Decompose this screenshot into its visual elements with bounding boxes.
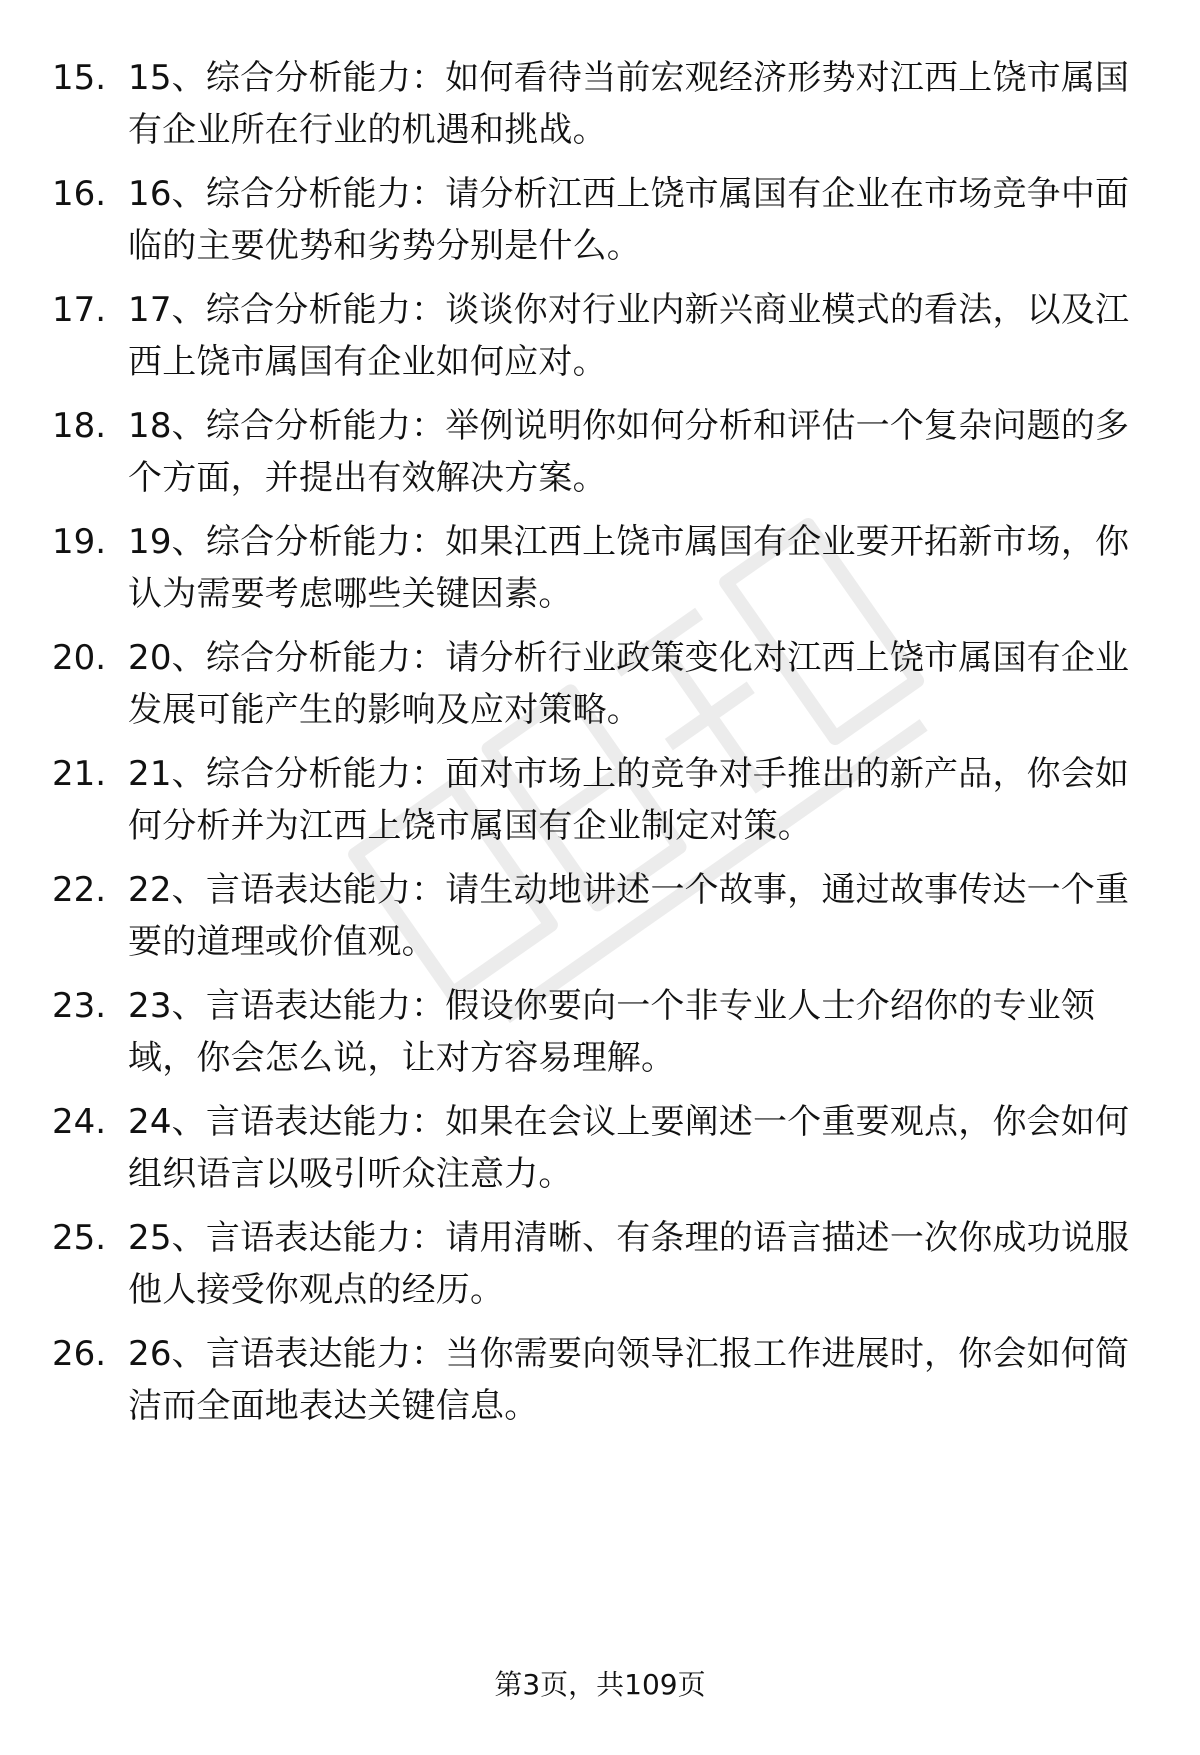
question-text: 19、综合分析能力：如果江西上饶市属国有企业要开拓新市场，你认为需要考虑哪些关键因素。 (128, 522, 1130, 614)
question-text: 17、综合分析能力：谈谈你对行业内新兴商业模式的看法，以及江西上饶市属国有企业如何应对。 (128, 290, 1130, 382)
question-number: 21. (52, 754, 107, 794)
question-number: 25. (52, 1218, 107, 1258)
question-text: 23、言语表达能力：假设你要向一个非专业人士介绍你的专业领域，你会怎么说，让对方容易理解。 (128, 986, 1096, 1078)
question-number: 23. (52, 986, 107, 1026)
question-text: 20、综合分析能力：请分析行业政策变化对江西上饶市属国有企业发展可能产生的影响及应对策略。 (128, 638, 1130, 730)
question-item (0, 516, 1200, 626)
question-item (0, 748, 1200, 858)
question-text: 15、综合分析能力：如何看待当前宏观经济形势对江西上饶市属国有企业所在行业的机遇和挑战。 (128, 58, 1130, 150)
question-item (0, 284, 1200, 394)
question-item (0, 52, 1200, 162)
question-text: 22、言语表达能力：请生动地讲述一个故事，通过故事传达一个重要的道理或价值观。 (128, 870, 1130, 962)
question-item (0, 1328, 1200, 1438)
question-text: 26、言语表达能力：当你需要向领导汇报工作进展时，你会如何简洁而全面地表达关键信息。 (128, 1334, 1130, 1426)
question-text: 18、综合分析能力：举例说明你如何分析和评估一个复杂问题的多个方面，并提出有效解决方案。 (128, 406, 1130, 498)
question-item (0, 1212, 1200, 1322)
question-number: 16. (52, 174, 107, 214)
question-item (0, 1096, 1200, 1206)
question-number: 18. (52, 406, 107, 446)
question-number: 17. (52, 290, 107, 330)
question-number: 22. (52, 870, 107, 910)
question-number: 26. (52, 1334, 107, 1374)
question-number: 24. (52, 1102, 107, 1142)
question-item (0, 168, 1200, 278)
question-item (0, 864, 1200, 974)
question-item (0, 980, 1200, 1090)
question-number: 15. (52, 58, 107, 98)
question-text: 24、言语表达能力：如果在会议上要阐述一个重要观点，你会如何组织语言以吸引听众注意力。 (128, 1102, 1130, 1194)
page-footer: 第3页，共109页 (494, 1668, 706, 1701)
question-number: 19. (52, 522, 107, 562)
question-number: 20. (52, 638, 107, 678)
question-item (0, 400, 1200, 510)
question-text: 21、综合分析能力：面对市场上的竞争对手推出的新产品，你会如何分析并为江西上饶市属国有企业制定对策。 (128, 754, 1130, 846)
question-text: 16、综合分析能力：请分析江西上饶市属国有企业在市场竞争中面临的主要优势和劣势分别是什么。 (128, 174, 1130, 266)
question-text: 25、言语表达能力：请用清晰、有条理的语言描述一次你成功说服他人接受你观点的经历。 (128, 1218, 1130, 1310)
question-item (0, 632, 1200, 742)
